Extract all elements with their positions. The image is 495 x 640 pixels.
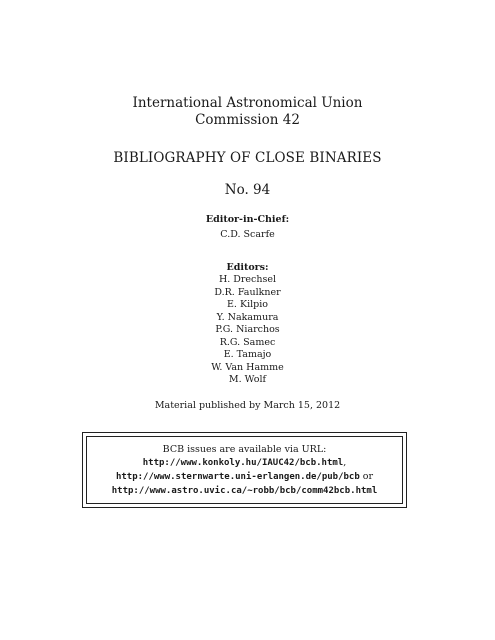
editors-label: Editors:	[226, 262, 269, 273]
erlangen-link[interactable]: http://www.sternwarte.uni-erlangen.de/pub/bcb	[115, 472, 360, 482]
publication-date-note: Material published by March 15, 2012	[154, 400, 341, 411]
issue-number: No. 94	[224, 182, 271, 198]
url-separator: ,	[343, 457, 347, 468]
editors-list	[0, 274, 495, 387]
editor-name: P.G. Niarchos	[215, 324, 280, 335]
editor-name: R.G. Samec	[219, 336, 276, 348]
url-line-3	[87, 484, 402, 498]
editor-name: D.R. Faulkner	[214, 286, 281, 298]
url-line-2	[87, 470, 402, 484]
editor-name: W. Van Hamme	[211, 361, 284, 373]
editor-in-chief-name: C.D. Scarfe	[220, 229, 275, 240]
editor-name: Y. Nakamura	[216, 311, 279, 323]
editor-in-chief-label: Editor-in-Chief:	[205, 214, 290, 225]
editor-name: M. Wolf	[228, 374, 267, 385]
editor-name: E. Tamajo	[223, 349, 272, 360]
konkoly-link[interactable]: http://www.konkoly.hu/IAUC42/bcb.html	[142, 458, 344, 468]
editor-name: H. Drechsel	[218, 274, 277, 285]
url-box-intro: BCB issues are available via URL:	[162, 444, 327, 455]
editor-name: E. Kilpio	[227, 299, 268, 310]
url-line-1	[87, 456, 402, 470]
document-title: BIBLIOGRAPHY OF CLOSE BINARIES	[113, 150, 382, 166]
url-box	[82, 432, 407, 508]
uvic-link[interactable]: http://www.astro.uvic.ca/~robb/bcb/comm42bcb.html	[111, 486, 378, 496]
commission-name: Commission 42	[195, 112, 300, 128]
url-box-inner	[86, 436, 403, 504]
organization-name: International Astronomical Union	[132, 95, 363, 111]
url-separator: or	[359, 471, 374, 482]
